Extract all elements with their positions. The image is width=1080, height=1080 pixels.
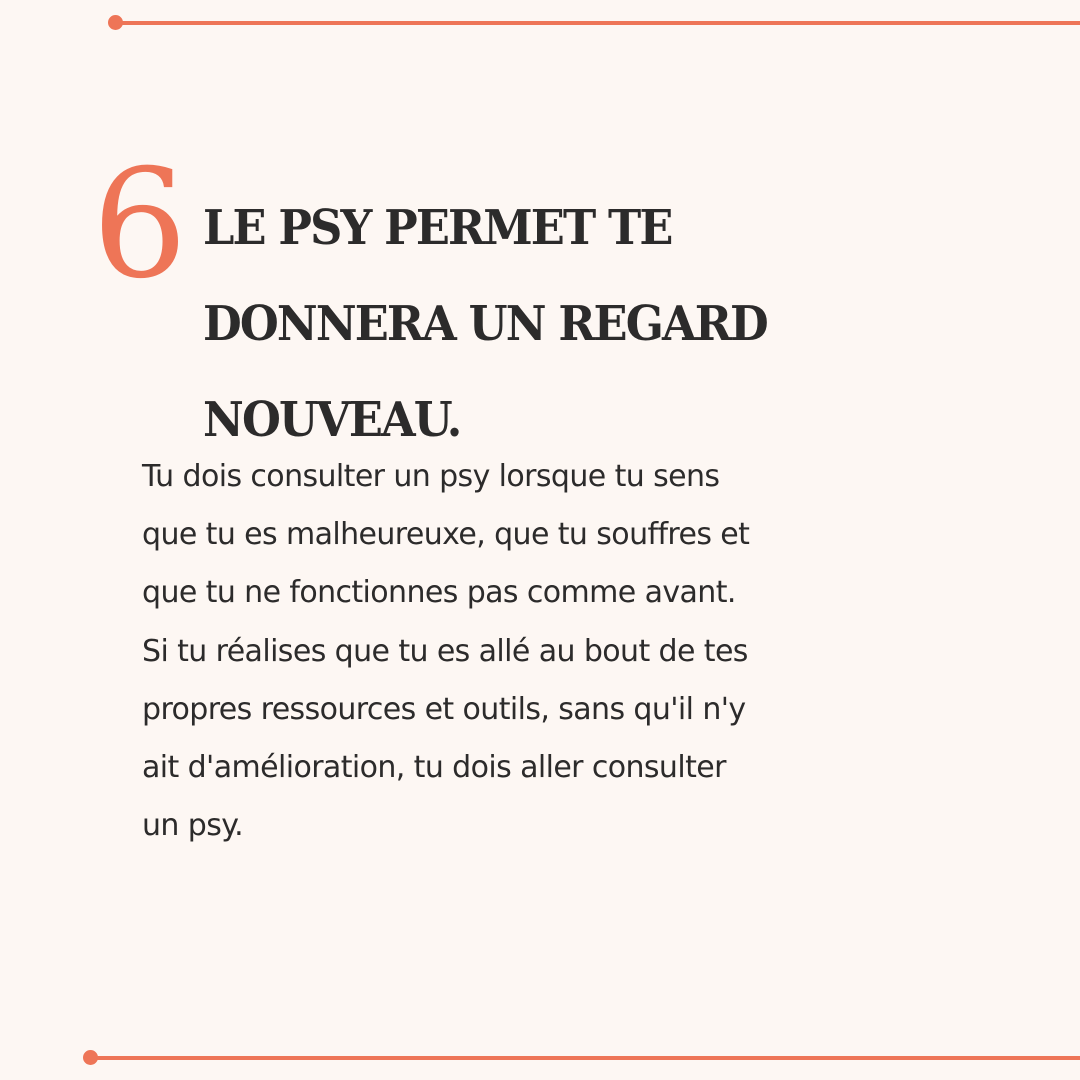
bottom-rule bbox=[92, 1056, 1080, 1060]
headline: LE PSY PERMET TE DONNERA UN REGARD NOUVEAU. bbox=[203, 200, 767, 448]
body-text: Tu dois consulter un psy lorsque tu sens que tu es malheureuxe, que tu souffres et que tu ne fonctionnes pas comme avant. Si tu réalises que tu es allé au bout de tes propres ressources et outils, sans qu'il n'y ait d'amélioration, tu dois aller consulter un psy. bbox=[142, 459, 750, 844]
top-rule bbox=[117, 21, 1080, 25]
slide-number: 6 bbox=[92, 138, 184, 312]
